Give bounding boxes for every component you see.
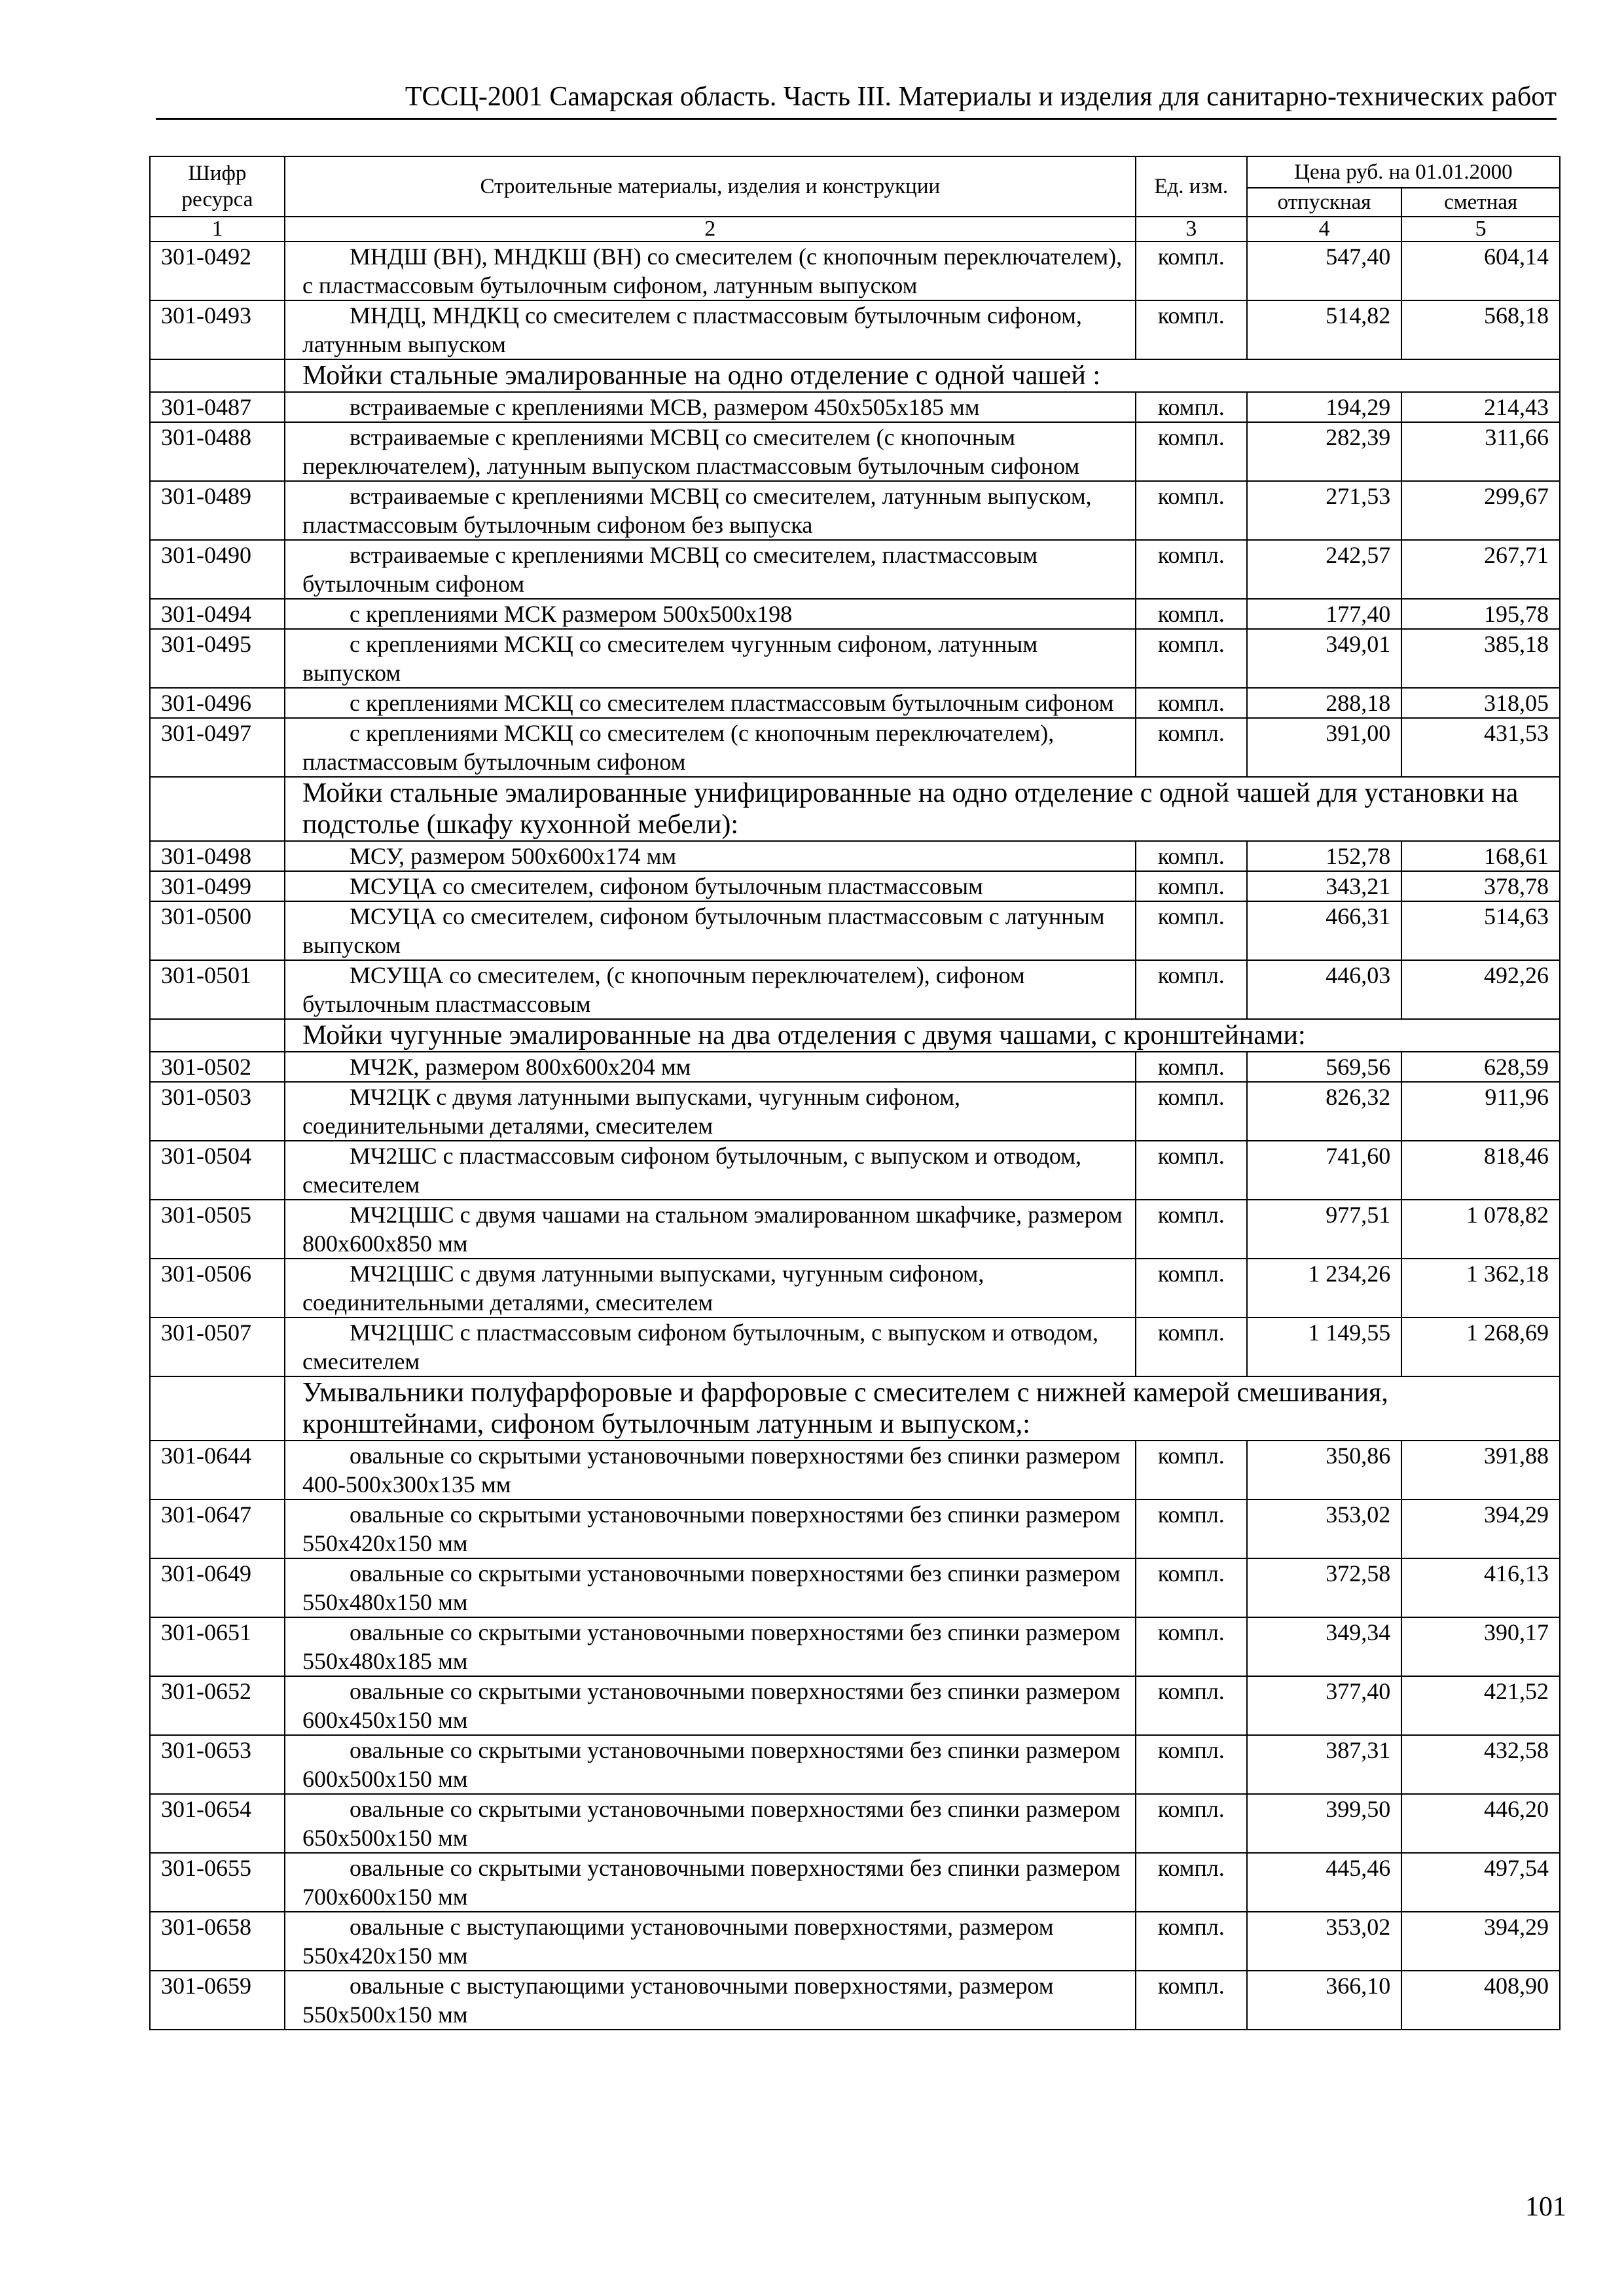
cell-estimate-price: 492,26 (1401, 960, 1560, 1019)
cell-code: 301-0505 (150, 1200, 285, 1259)
table-row (150, 960, 1560, 1019)
section-heading: Умывальники полуфарфоровые и фарфоровые с смесителем с нижней камерой смешивания, кронштейнами, сифоном бутылочным латунным и выпуском,: (285, 1376, 1560, 1441)
column-number-1: 1 (150, 217, 285, 242)
cell-code: 301-0653 (150, 1735, 285, 1794)
cell-estimate-price: 604,14 (1401, 242, 1560, 300)
cell-estimate-price: 391,88 (1401, 1441, 1560, 1499)
section-heading: Мойки стальные эмалированные унифицированные на одно отделение с одной чашей для установки на подстолье (шкафу кухонной мебели): (285, 777, 1560, 841)
cell-estimate-price: 446,20 (1401, 1794, 1560, 1853)
cell-code: 301-0651 (150, 1617, 285, 1676)
cell-estimate-price: 385,18 (1401, 629, 1560, 688)
cell-name: МЧ2ЦШС с двумя латунными выпусками, чугунным сифоном, соединительными деталями, смесителем (285, 1259, 1136, 1318)
cell-release-price: 387,31 (1247, 1735, 1401, 1794)
cell-unit: компл. (1136, 901, 1247, 960)
column-header-release: отпускная (1247, 188, 1401, 217)
cell-code: 301-0652 (150, 1676, 285, 1735)
cell-release-price: 569,56 (1247, 1052, 1401, 1082)
cell-estimate-price: 421,52 (1401, 1676, 1560, 1735)
column-header-name: Строительные материалы, изделия и конструкции (285, 156, 1136, 217)
section-row (150, 359, 1560, 392)
column-number-5: 5 (1401, 217, 1560, 242)
cell-release-price: 152,78 (1247, 841, 1401, 871)
cell-estimate-price: 416,13 (1401, 1558, 1560, 1617)
cell-name: овальные с выступающими установочными поверхностями, размером 550х420х150 мм (285, 1912, 1136, 1971)
cell-unit: компл. (1136, 1141, 1247, 1200)
cell-code: 301-0498 (150, 841, 285, 871)
table-row (150, 1052, 1560, 1082)
cell-release-price: 349,34 (1247, 1617, 1401, 1676)
table-row (150, 1082, 1560, 1141)
cell-release-price: 741,60 (1247, 1141, 1401, 1200)
table-row (150, 1558, 1560, 1617)
cell-unit: компл. (1136, 392, 1247, 422)
cell-estimate-price: 514,63 (1401, 901, 1560, 960)
cell-release-price: 514,82 (1247, 300, 1401, 359)
cell-estimate-price: 431,53 (1401, 718, 1560, 777)
cell-name: встраиваемые с креплениями МСВ, размером 450х505х185 мм (285, 392, 1136, 422)
cell-name: МНДЦ, МНДКЦ со смесителем с пластмассовым бутылочным сифоном, латунным выпуском (285, 300, 1136, 359)
cell-unit: компл. (1136, 718, 1247, 777)
cell-code: 301-0502 (150, 1052, 285, 1082)
cell-release-price: 391,00 (1247, 718, 1401, 777)
cell-release-price: 1 234,26 (1247, 1259, 1401, 1318)
table-row (150, 540, 1560, 599)
cell-name: овальные со скрытыми установочными поверхностями без спинки размером 600х500х150 мм (285, 1735, 1136, 1794)
cell-estimate-price: 568,18 (1401, 300, 1560, 359)
table-body (150, 242, 1560, 2030)
cell-unit: компл. (1136, 629, 1247, 688)
cell-unit: компл. (1136, 1082, 1247, 1141)
cell-code: 301-0494 (150, 599, 285, 629)
cell-unit: компл. (1136, 599, 1247, 629)
cell-unit: компл. (1136, 1971, 1247, 2030)
section-code-cell (150, 777, 285, 841)
cell-name: овальные со скрытыми установочными поверхностями без спинки размером 550х480х185 мм (285, 1617, 1136, 1676)
cell-release-price: 282,39 (1247, 422, 1401, 481)
cell-code: 301-0654 (150, 1794, 285, 1853)
cell-unit: компл. (1136, 422, 1247, 481)
page-header-title: ТССЦ-2001 Самарская область. Часть III. Материалы и изделия для санитарно-технических работ (405, 82, 1557, 112)
column-number-4: 4 (1247, 217, 1401, 242)
cell-code: 301-0500 (150, 901, 285, 960)
cell-name: МСУЩА со смесителем, (с кнопочным переключателем), сифоном бутылочным пластмассовым (285, 960, 1136, 1019)
cell-name: с креплениями МСК размером 500х500х198 (285, 599, 1136, 629)
table-row (150, 1318, 1560, 1376)
cell-name: с креплениями МСКЦ со смесителем чугунным сифоном, латунным выпуском (285, 629, 1136, 688)
page-number: 101 (1525, 2192, 1566, 2222)
cell-name: с креплениями МСКЦ со смесителем пластмассовым бутылочным сифоном (285, 688, 1136, 718)
cell-release-price: 366,10 (1247, 1971, 1401, 2030)
cell-release-price: 399,50 (1247, 1794, 1401, 1853)
cell-release-price: 288,18 (1247, 688, 1401, 718)
cell-release-price: 377,40 (1247, 1676, 1401, 1735)
cell-release-price: 466,31 (1247, 901, 1401, 960)
cell-code: 301-0490 (150, 540, 285, 599)
cell-code: 301-0658 (150, 1912, 285, 1971)
cell-unit: компл. (1136, 1052, 1247, 1082)
column-number-3: 3 (1136, 217, 1247, 242)
section-row (150, 1019, 1560, 1052)
cell-estimate-price: 318,05 (1401, 688, 1560, 718)
cell-estimate-price: 214,43 (1401, 392, 1560, 422)
cell-name: встраиваемые с креплениями МСВЦ со смесителем, латунным выпуском, пластмассовым бутылочным сифоном без выпуска (285, 481, 1136, 540)
cell-unit: компл. (1136, 242, 1247, 300)
cell-code: 301-0503 (150, 1082, 285, 1141)
cell-code: 301-0659 (150, 1971, 285, 2030)
cell-estimate-price: 911,96 (1401, 1082, 1560, 1141)
cell-code: 301-0487 (150, 392, 285, 422)
cell-release-price: 446,03 (1247, 960, 1401, 1019)
cell-code: 301-0499 (150, 871, 285, 901)
cell-name: МЧ2ЦК с двумя латунными выпусками, чугунным сифоном, соединительными деталями, смесителем (285, 1082, 1136, 1141)
table-row (150, 871, 1560, 901)
cell-name: МЧ2К, размером 800х600х204 мм (285, 1052, 1136, 1082)
cell-code: 301-0507 (150, 1318, 285, 1376)
table-row (150, 1499, 1560, 1558)
table-row (150, 481, 1560, 540)
cell-release-price: 1 149,55 (1247, 1318, 1401, 1376)
table-row (150, 841, 1560, 871)
table-row (150, 1141, 1560, 1200)
table-row (150, 1676, 1560, 1735)
cell-unit: компл. (1136, 1441, 1247, 1499)
cell-estimate-price: 1 362,18 (1401, 1259, 1560, 1318)
section-row (150, 777, 1560, 841)
cell-unit: компл. (1136, 540, 1247, 599)
cell-release-price: 177,40 (1247, 599, 1401, 629)
cell-estimate-price: 390,17 (1401, 1617, 1560, 1676)
cell-code: 301-0495 (150, 629, 285, 688)
cell-unit: компл. (1136, 841, 1247, 871)
cell-name: МСУЦА со смесителем, сифоном бутылочным пластмассовым с латунным выпуском (285, 901, 1136, 960)
cell-estimate-price: 432,58 (1401, 1735, 1560, 1794)
cell-release-price: 343,21 (1247, 871, 1401, 901)
cell-unit: компл. (1136, 688, 1247, 718)
cell-release-price: 242,57 (1247, 540, 1401, 599)
cell-release-price: 271,53 (1247, 481, 1401, 540)
section-code-cell (150, 1019, 285, 1052)
cell-estimate-price: 408,90 (1401, 1971, 1560, 2030)
cell-code: 301-0506 (150, 1259, 285, 1318)
cell-unit: компл. (1136, 481, 1247, 540)
header-divider (156, 118, 1557, 120)
cell-unit: компл. (1136, 1259, 1247, 1318)
cell-release-price: 353,02 (1247, 1499, 1401, 1558)
table-row (150, 1259, 1560, 1318)
column-header-unit: Ед. изм. (1136, 156, 1247, 217)
cell-code: 301-0647 (150, 1499, 285, 1558)
cell-estimate-price: 311,66 (1401, 422, 1560, 481)
cell-estimate-price: 1 268,69 (1401, 1318, 1560, 1376)
cell-unit: компл. (1136, 1617, 1247, 1676)
section-row (150, 1376, 1560, 1441)
cell-unit: компл. (1136, 1558, 1247, 1617)
table-row (150, 901, 1560, 960)
table-row (150, 1912, 1560, 1971)
cell-name: встраиваемые с креплениями МСВЦ со смесителем (с кнопочным переключателем), латунным выпуском пластмассовым бутылочным сифоном (285, 422, 1136, 481)
cell-release-price: 353,02 (1247, 1912, 1401, 1971)
table-row (150, 1971, 1560, 2030)
cell-release-price: 350,86 (1247, 1441, 1401, 1499)
table-row (150, 300, 1560, 359)
cell-unit: компл. (1136, 300, 1247, 359)
cell-estimate-price: 628,59 (1401, 1052, 1560, 1082)
cell-name: овальные со скрытыми установочными поверхностями без спинки размером 650х500х150 мм (285, 1794, 1136, 1853)
cell-release-price: 547,40 (1247, 242, 1401, 300)
cell-name: МЧ2ЦШС с пластмассовым сифоном бутылочным, с выпуском и отводом, смесителем (285, 1318, 1136, 1376)
cell-code: 301-0493 (150, 300, 285, 359)
table-row (150, 629, 1560, 688)
cell-code: 301-0492 (150, 242, 285, 300)
cell-estimate-price: 378,78 (1401, 871, 1560, 901)
cell-release-price: 445,46 (1247, 1853, 1401, 1912)
cell-estimate-price: 267,71 (1401, 540, 1560, 599)
section-code-cell (150, 1376, 285, 1441)
table-row (150, 688, 1560, 718)
cell-name: овальные со скрытыми установочными поверхностями без спинки размером 700х600х150 мм (285, 1853, 1136, 1912)
cell-name: овальные со скрытыми установочными поверхностями без спинки размером 600х450х150 мм (285, 1676, 1136, 1735)
cell-unit: компл. (1136, 1200, 1247, 1259)
cell-code: 301-0497 (150, 718, 285, 777)
section-heading: Мойки стальные эмалированные на одно отделение с одной чашей : (285, 359, 1560, 392)
table-row (150, 1617, 1560, 1676)
cell-name: МСУ, размером 500х600х174 мм (285, 841, 1136, 871)
cell-code: 301-0488 (150, 422, 285, 481)
cell-name: МЧ2ШС с пластмассовым сифоном бутылочным, с выпуском и отводом, смесителем (285, 1141, 1136, 1200)
cell-release-price: 372,58 (1247, 1558, 1401, 1617)
cell-code: 301-0655 (150, 1853, 285, 1912)
cell-name: МЧ2ЦШС с двумя чашами на стальном эмалированном шкафчике, размером 800х600х850 мм (285, 1200, 1136, 1259)
table-row (150, 1794, 1560, 1853)
column-header-estimate: сметная (1401, 188, 1560, 217)
cell-release-price: 977,51 (1247, 1200, 1401, 1259)
cell-estimate-price: 394,29 (1401, 1499, 1560, 1558)
cell-estimate-price: 497,54 (1401, 1853, 1560, 1912)
cell-name: с креплениями МСКЦ со смесителем (с кнопочным переключателем), пластмассовым бутылочным сифоном (285, 718, 1136, 777)
cell-unit: компл. (1136, 1853, 1247, 1912)
section-heading: Мойки чугунные эмалированные на два отделения с двумя чашами, с кронштейнами: (285, 1019, 1560, 1052)
table-row (150, 392, 1560, 422)
cell-release-price: 826,32 (1247, 1082, 1401, 1141)
cell-unit: компл. (1136, 1318, 1247, 1376)
cell-estimate-price: 168,61 (1401, 841, 1560, 871)
cell-unit: компл. (1136, 871, 1247, 901)
cell-estimate-price: 299,67 (1401, 481, 1560, 540)
table-row (150, 1735, 1560, 1794)
cell-name: овальные со скрытыми установочными поверхностями без спинки размером 400-500х300х135 мм (285, 1441, 1136, 1499)
column-number-2: 2 (285, 217, 1136, 242)
table-row (150, 718, 1560, 777)
cell-estimate-price: 394,29 (1401, 1912, 1560, 1971)
cell-name: МСУЦА со смесителем, сифоном бутылочным пластмассовым (285, 871, 1136, 901)
cell-code: 301-0501 (150, 960, 285, 1019)
cell-estimate-price: 195,78 (1401, 599, 1560, 629)
column-header-price: Цена руб. на 01.01.2000 (1247, 156, 1560, 188)
cell-estimate-price: 1 078,82 (1401, 1200, 1560, 1259)
cell-release-price: 194,29 (1247, 392, 1401, 422)
cell-release-price: 349,01 (1247, 629, 1401, 688)
table-row (150, 242, 1560, 300)
cell-name: овальные со скрытыми установочными поверхностями без спинки размером 550х480х150 мм (285, 1558, 1136, 1617)
cell-unit: компл. (1136, 1912, 1247, 1971)
cell-name: МНДШ (ВН), МНДКШ (ВН) со смесителем (с кнопочным переключателем), с пластмассовым бутылочным сифоном, латунным выпуском (285, 242, 1136, 300)
cell-unit: компл. (1136, 1499, 1247, 1558)
cell-code: 301-0489 (150, 481, 285, 540)
table-row (150, 1441, 1560, 1499)
cell-name: овальные со скрытыми установочными поверхностями без спинки размером 550х420х150 мм (285, 1499, 1136, 1558)
table-row (150, 1853, 1560, 1912)
cell-unit: компл. (1136, 1676, 1247, 1735)
table-row (150, 599, 1560, 629)
column-header-code: Шифр ресурса (150, 156, 285, 217)
cell-estimate-price: 818,46 (1401, 1141, 1560, 1200)
cell-code: 301-0504 (150, 1141, 285, 1200)
section-code-cell (150, 359, 285, 392)
cell-name: овальные с выступающими установочными поверхностями, размером 550х500х150 мм (285, 1971, 1136, 2030)
cell-unit: компл. (1136, 1794, 1247, 1853)
cell-unit: компл. (1136, 1735, 1247, 1794)
cell-code: 301-0644 (150, 1441, 285, 1499)
cell-name: встраиваемые с креплениями МСВЦ со смесителем, пластмассовым бутылочным сифоном (285, 540, 1136, 599)
table-row (150, 1200, 1560, 1259)
price-table (149, 156, 1561, 2030)
cell-code: 301-0496 (150, 688, 285, 718)
table-row (150, 422, 1560, 481)
cell-code: 301-0649 (150, 1558, 285, 1617)
cell-unit: компл. (1136, 960, 1247, 1019)
